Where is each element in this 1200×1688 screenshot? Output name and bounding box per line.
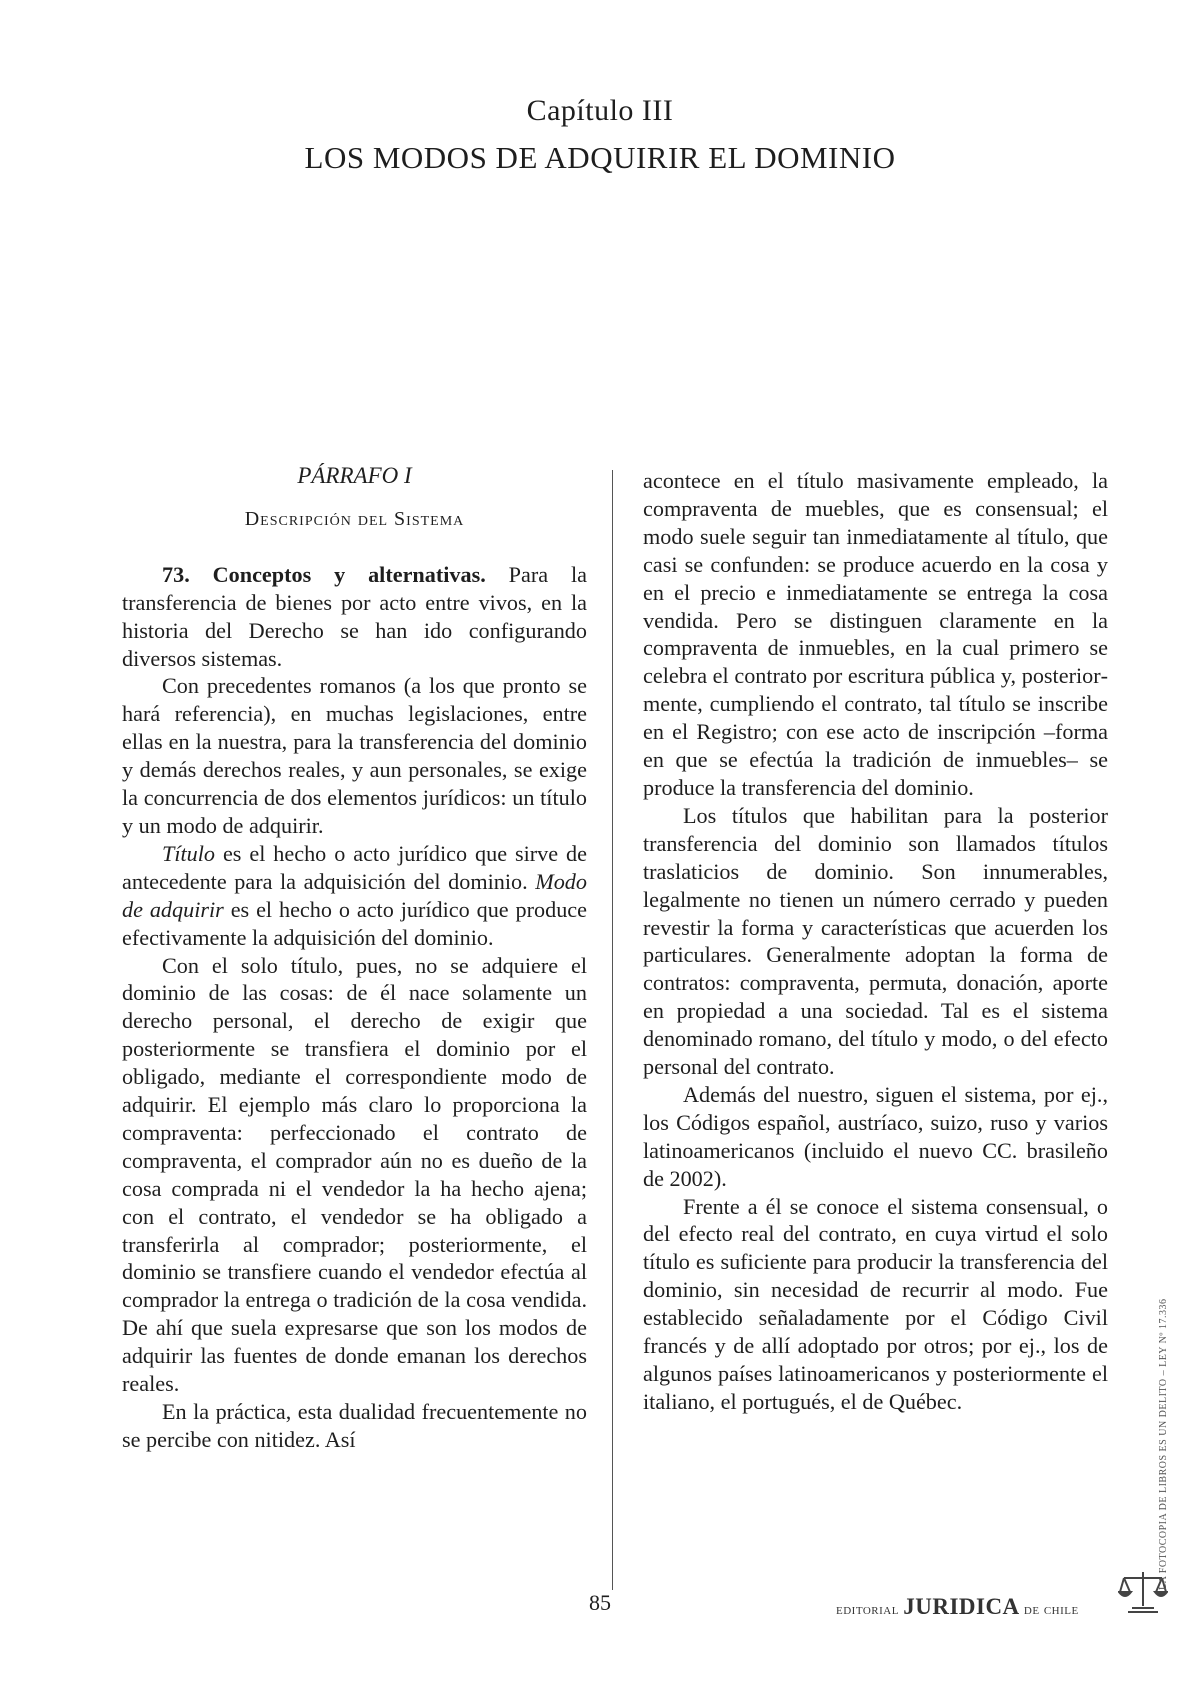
- chapter-label: Capítulo III: [526, 94, 674, 127]
- column-divider: [612, 470, 613, 1590]
- paragraph-definitions: [122, 840, 587, 952]
- copyright-side-note: LA FOTOCOPIA DE LIBROS ES UN DELITO – LEY Nº 17.336: [1158, 1298, 1169, 1590]
- section-subheading: Descripción del Sistema: [244, 507, 465, 530]
- publisher-name: JURIDICA: [903, 1594, 1020, 1619]
- term-modo-de-adquirir: Modo de adquirir: [122, 868, 587, 922]
- paragraph-text: es el hecho o acto jurídico que sirve de antecedente para la adquisición del dominio.: [122, 840, 587, 894]
- paragraph: Con precedentes romanos (a los que pronto se hará referencia), en muchas legislaciones, entre ellas en la nuestra, para la transferencia del dominio y demás derechos reales, y aun personales, se exige la concurrencia de dos elementos jurídicos: un título y un modo de adquirir.: [122, 673, 587, 838]
- publisher-suffix: de chile: [1023, 1602, 1079, 1618]
- publisher-wordmark: [836, 1594, 1079, 1620]
- paragraph: Los títulos que habilitan para la posterior transferencia del dominio son llamados títulos traslaticios de dominio. Son innumerables, legalmente no tienen un número cerrado y pueden revestir la forma y características que acuerden los particulares. Generalmente adoptan la forma de contratos: compraventa, permuta, donación, aporte en propiedad a una sociedad. Tal es el sistema denominado romano, del título y modo, o del efecto personal del contrato.: [643, 802, 1108, 1080]
- publisher-prefix: editorial: [836, 1602, 899, 1618]
- section-heading: PÁRRAFO I: [297, 463, 412, 488]
- right-column: [643, 467, 1108, 1416]
- paragraph-73: [122, 561, 587, 673]
- paragraph: En la práctica, esta dualidad frecuentemente no se percibe con nitidez. Así: [122, 1399, 587, 1452]
- paragraph: Con el solo título, pues, no se adquiere el dominio de las cosas: de él nace solamente un derecho personal, el derecho de exigir que posteriormente se transfiera el dominio por el obligado, mediante el correspondiente modo de adquirir. El ejemplo más claro lo proporciona la compraventa: perfeccionado el contrato de compraventa, el comprador aún no es dueño de la cosa comprada ni el vendedor la ha hecho ajena; con el contrato, el vendedor se ha obligado a transferirla al comprador; posteriormente, el dominio se transfiere cuando el vendedor efectúa al comprador la entrega o tradición de la cosa vendida. De ahí que suela expresarse que son los modos de adquirir las fuentes de donde emanan los derechos reales.: [122, 952, 587, 1397]
- chapter-title: LOS MODOS DE ADQUIRIR EL DOMINIO: [304, 140, 896, 175]
- paragraph-lead-title: 73. Conceptos y alternativas.: [162, 561, 486, 587]
- paragraph-continued: acontece en el título masivamente empleado, la compraventa de muebles, que es consensual; el modo suele seguir tan inmediatamente al título, que casi se confunden: se produce acuerdo en la cosa y en el precio e inmediatamente se entrega la cosa vendida. Pero se distinguen claramente en la compraventa de inmuebles, en la cual primero se celebra el contrato por escritura pública y, posteriormente, cumpliendo el contrato, tal título se inscribe en el Registro; con ese acto de inscripción –forma en que se efectúa la tradición de inmuebles– se produce la transferencia del dominio.: [643, 468, 1108, 800]
- left-column: [122, 462, 587, 1454]
- paragraph: Además del nuestro, siguen el sistema, por ej., los Códigos español, austríaco, suizo, ruso y varios latinoamericanos (incluido el nuevo CC. brasileño de 2002).: [643, 1081, 1108, 1191]
- paragraph-text: Para la transferencia de bienes por acto entre vivos, en la historia del Derecho se han ido configurando diversos sistemas.: [122, 561, 588, 671]
- paragraph-text: es el hecho o acto jurídico que produce efectivamente la adquisición del dominio.: [122, 896, 587, 950]
- term-titulo: Título: [162, 840, 216, 866]
- paragraph: Frente a él se conoce el sistema consensual, o del efecto real del contrato, en cuya virtud el solo título es suficiente para producir la transferencia del dominio, sin necesidad de recurrir al modo. Fue establecido señaladamente por el Código Civil francés y de allí adoptado por otros; por ej., los de algunos países latinoamericanos y posteriormente el italiano, el portugués, el de Québec.: [643, 1193, 1108, 1414]
- page-number: 85: [589, 1590, 611, 1615]
